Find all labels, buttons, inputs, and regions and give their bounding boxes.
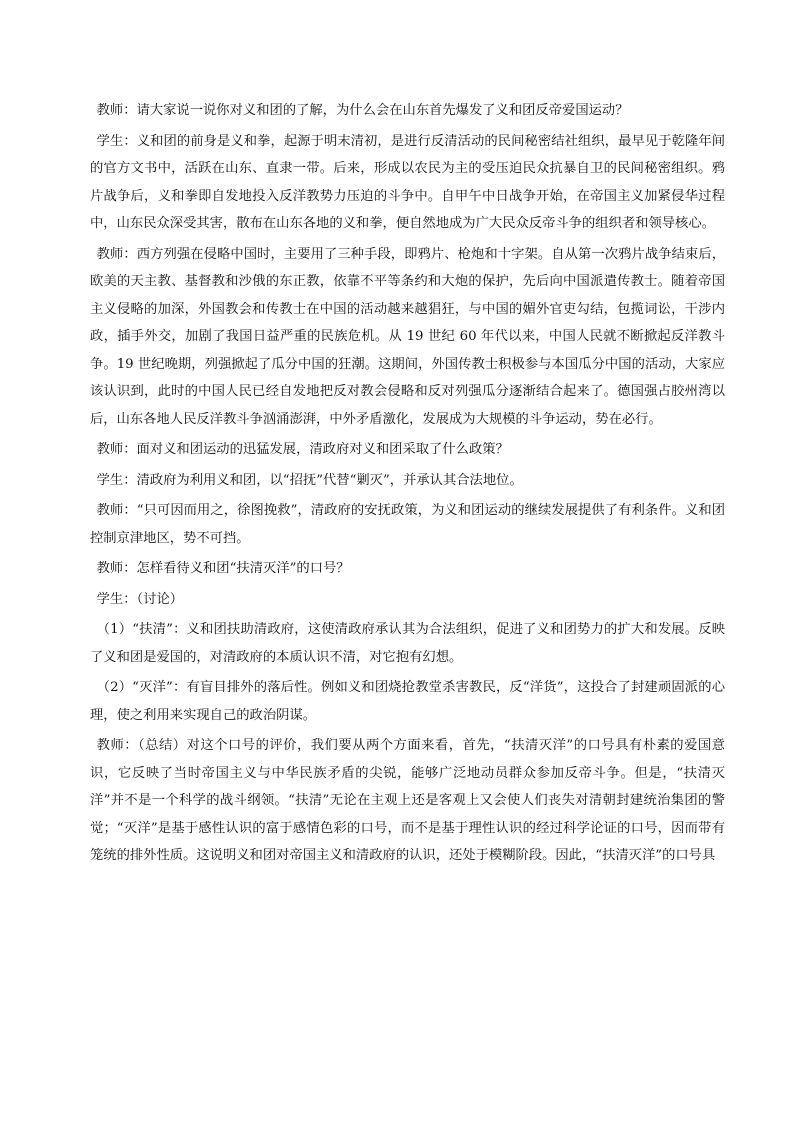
document-body <box>90 97 725 873</box>
paragraph-teacher-explanation-1: 教师：西方列强在侵略中国时，主要用了三种手段，即鸦片、枪炮和十字架。自从第一次鸦片战争结束后，欧美的天主教、基督教和沙俄的东正教，依靠不平等条约和大炮的保护，先后向中国派遣传教士。随着帝国主义侵略的加深，外国教会和传教士在中国的活动越来越猖狂，与中国的媚外官吏勾结，包揽词讼，干涉内政，插手外交，加剧了我国日益严重的民族危机。从 19 世纪 60 年代以来，中国人民就不断掀起反洋教斗争。19 世纪晚期，列强掀起了瓜分中国的狂潮。这期间，外国传教士积极参与本国瓜分中国的活动，大家应该认识到，此时的中国人民已经自发地把反对教会侵略和反对列强瓜分逐渐结合起来了。德国强占胶州湾以后，山东各地人民反洋教斗争汹涌澎湃，中外矛盾激化，发展成为大规模的斗争运动，势在必行。 <box>90 246 725 427</box>
paragraph-point-1: （1）“扶清”：义和团扶助清政府，这使清政府承认其为合法组织，促进了义和团势力的扩大和发展。反映了义和团是爱国的，对清政府的本质认识不清，对它抱有幻想。 <box>90 622 725 665</box>
paragraph-teacher-question-3: 教师：怎样看待义和团“扶清灭洋”的口号？ <box>96 561 350 576</box>
paragraph-teacher-summary: 教师：（总结）对这个口号的评价，我们要从两个方面来看，首先，“扶清灭洋”的口号具有朴素的爱国意识，它反映了当时帝国主义与中华民族矛盾的尖锐，能够广泛地动员群众参加反帝斗争。但是，“扶清灭洋”并不是一个科学的战斗纲领。“扶清”无论在主观上还是客观上又会使人们丧失对清朝封建统治集团的警觉；“灭洋”是基于感性认识的富于感情色彩的口号，而不是基于理性认识的经过科学论证的口号，因而带有笼统的排外性质。这说明义和团对帝国主义和清政府的认识，还处于模糊阶段。因此，“扶清灭洋”的口号具 <box>90 738 725 863</box>
paragraph-point-2: （2）“灭洋”：有盲目排外的落后性。例如义和团烧抢教堂杀害教民，反“洋货”，这投合了封建顽固派的心理，使之利用来实现自己的政治阴谋。 <box>90 680 725 723</box>
paragraph-student-answer-1: 学生：义和团的前身是义和拳，起源于明末清初，是进行反清活动的民间秘密结社组织，最早见于乾隆年间的官方文书中，活跃在山东、直隶一带。后来，形成以农民为主的受压迫民众抗暴自卫的民间秘密组织。鸦片战争后，义和拳即自发地投入反洋教势力压迫的斗争中。自甲午中日战争开始，在帝国主义加紧侵华过程中，山东民众深受其害，散布在山东各地的义和拳，便自然地成为广大民众反帝斗争的组织者和领导核心。 <box>90 133 725 231</box>
paragraph-teacher-explanation-2: 教师：“只可因而用之，徐图挽救”，清政府的安抚政策，为义和团运动的继续发展提供了有利条件。义和团控制京津地区，势不可挡。 <box>90 503 725 546</box>
paragraph-teacher-question-2: 教师：面对义和团运动的迅猛发展，清政府对义和团采取了什么政策？ <box>96 442 509 457</box>
paragraph-teacher-question-1: 教师：请大家说一说你对义和团的了解，为什么会在山东首先爆发了义和团反帝爱国运动？ <box>96 103 629 118</box>
paragraph-student-discussion: 学生：（讨论） <box>96 591 184 607</box>
paragraph-student-answer-2: 学生：清政府为利用义和团，以“招抚”代替“剿灭”，并承认其合法地位。 <box>96 472 523 488</box>
